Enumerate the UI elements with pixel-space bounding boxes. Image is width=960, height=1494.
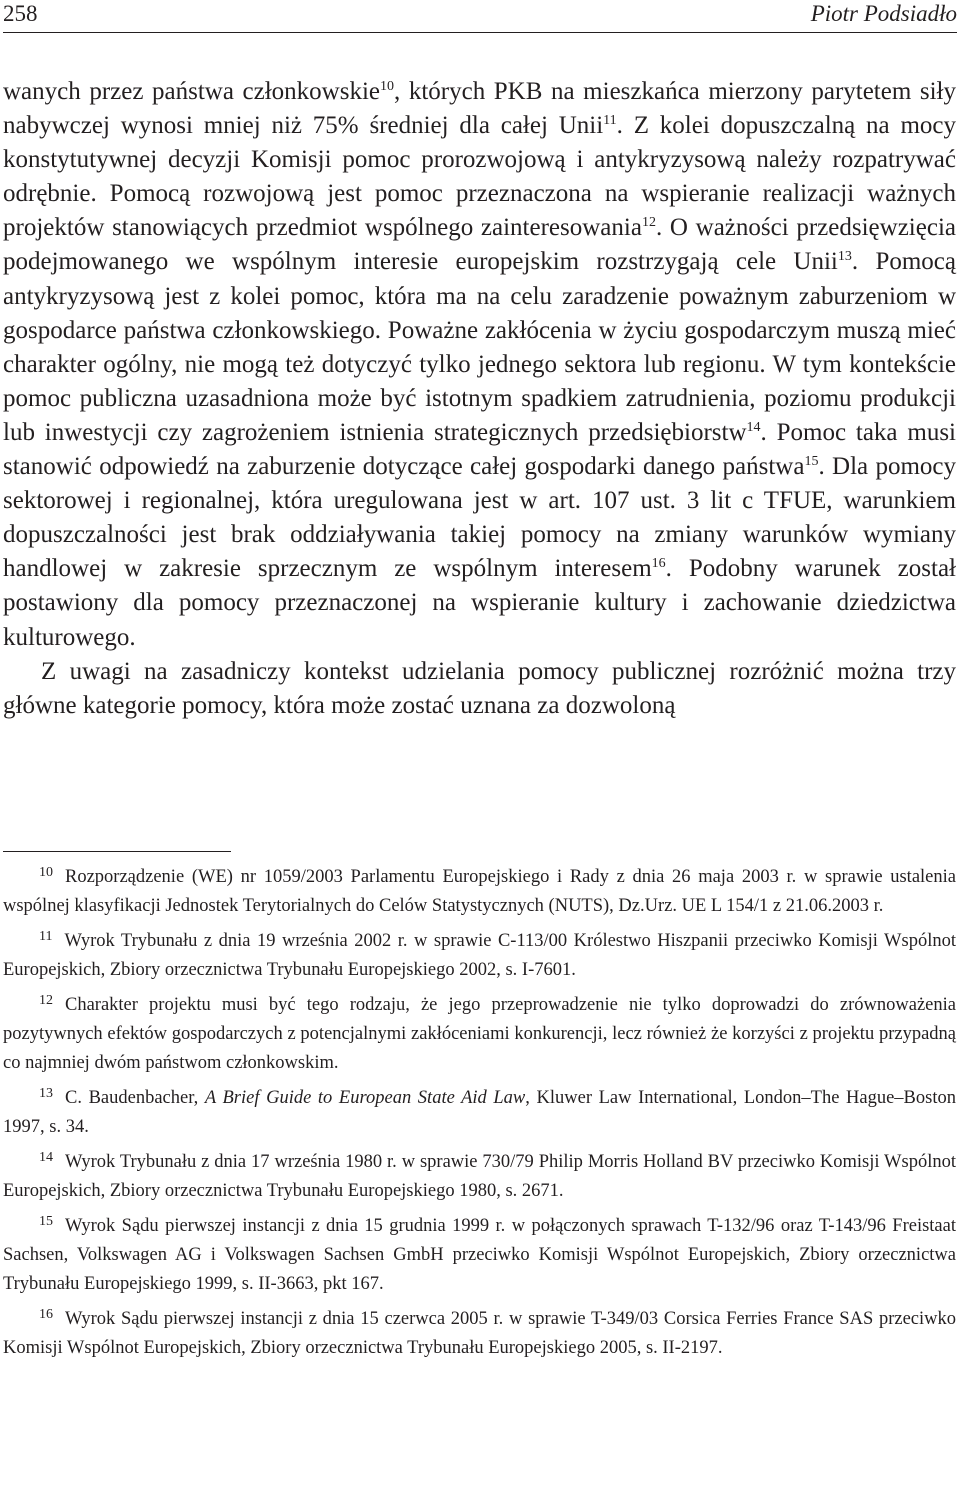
footnote-10: 10 Rozporządzenie (WE) nr 1059/2003 Parlamentu Europejskiego i Rady z dnia 26 maja 2003 r. w sprawie ustalenia wspólnej klasyfikacji Jednostek Terytorialnych do Celów Statystycznych (NUTS), Dz.Urz. UE L 154/1 z 21.06.2003 r. <box>3 865 956 916</box>
footnote-ref-16[interactable]: 16 <box>651 556 666 572</box>
running-header <box>3 0 957 30</box>
footnote-11: 11 Wyrok Trybunału z dnia 19 września 2002 r. w sprawie C-113/00 Królestwo Hiszpanii przeciwko Komisji Wspólnot Europejskich, Zbiory orzecznictwa Trybunału Europejskiego 2002, s. I-7601. <box>3 929 956 980</box>
text-run: . O ważności przedsięwzięcia podejmowanego we wspólnym interesie europejskim rozstrzygają cele Unii <box>3 214 956 276</box>
paragraph-2: Z uwagi na zasadniczy kontekst udzielania pomocy publicznej rozróżnić można trzy główne kategorie pomocy, która może zostać uznana za dozwoloną <box>3 657 956 719</box>
footnote-text: Wyrok Trybunału z dnia 19 września 2002 r. w sprawie C-113/00 Królestwo Hiszpanii przeciwko Komisji Wspólnot Europejskich, Zbiory orzecznictwa Trybunału Europejskiego 2002, s. I-7601. <box>3 931 956 980</box>
text-run: . Podobny warunek został postawiony dla pomocy przeznaczonej na wspieranie kultury i zachowanie dziedzictwa kulturowego. <box>3 555 956 651</box>
footnote-ref-15[interactable]: 15 <box>804 454 819 470</box>
footnote-text: Wyrok Sądu pierwszej instancji z dnia 15 czerwca 2005 r. w sprawie T-349/03 Corsica Ferries France SAS przeciwko Komisji Wspólnot Europejskich, Zbiory orzecznictwa Trybunału Europejskiego 2005, s. II-2197. <box>3 1309 956 1358</box>
footnote-text: Wyrok Trybunału z dnia 17 września 1980 r. w sprawie 730/79 Philip Morris Holland BV przeciwko Komisji Wspólnot Europejskich, Zbiory orzecznictwa Trybunału Europejskiego 1980, s. 2671. <box>3 1152 956 1201</box>
footnote-ref-12[interactable]: 12 <box>641 215 656 231</box>
header-rule <box>3 32 957 33</box>
text-run: . Dla pomocy sektorowej i regionalnej, która uregulowana jest w art. 107 ust. 3 lit c TFUE, warunkiem dopuszczalności jest brak oddziaływania takiej pomocy na zmiany warunków wymiany handlowej w zakresie sprzecznym ze wspólnym interesem <box>3 453 957 583</box>
footnote-ref-14[interactable]: 14 <box>746 419 761 435</box>
footnote-text: , Kluwer Law International, London–The Hague–Boston 1997, s. 34. <box>3 1088 956 1137</box>
body-text <box>3 75 956 723</box>
footnote-ref-13[interactable]: 13 <box>837 249 852 265</box>
footnote-14: 14 Wyrok Trybunału z dnia 17 września 1980 r. w sprawie 730/79 Philip Morris Holland BV przeciwko Komisji Wspólnot Europejskich, Zbiory orzecznictwa Trybunału Europejskiego 1980, s. 2671. <box>3 1150 956 1201</box>
footnote-16: 16 Wyrok Sądu pierwszej instancji z dnia 15 czerwca 2005 r. w sprawie T-349/03 Corsica Ferries France SAS przeciwko Komisji Wspólnot Europejskich, Zbiory orzecznictwa Trybunału Europejskiego 2005, s. II-2197. <box>3 1307 956 1358</box>
book-title: A Brief Guide to European State Aid Law <box>204 1088 526 1108</box>
footnote-12: 12 Charakter projektu musi być tego rodzaju, że jego przeprowadzenie nie tylko doprowadzi do zrównoważenia pozytywnych efektów gospodarczych z potencjalnymi zakłóceniami konkurencji, lecz również że korzyści z projektu przypadną co najmniej dwóm państwom członkowskim. <box>3 993 956 1073</box>
paragraph-1 <box>3 75 956 655</box>
text-run: . Pomoc taka musi stanowić odpowiedź na zaburzenie dotyczące całej gospodarki danego państwa <box>3 418 956 481</box>
running-head-author: Piotr Podsiadło <box>810 1 957 26</box>
footnote-ref-10[interactable]: 10 <box>380 79 394 94</box>
footnote-13: 13 C. Baudenbacher, A Brief Guide to European State Aid Law, Kluwer Law International, London–The Hague–Boston 1997, s. 34. <box>3 1086 956 1137</box>
text-run: . Pomocą antykryzysową jest z kolei pomoc, która ma na celu zaradzenie poważnym zaburzeniom w gospodarce państwa członkowskiego. Poważne zakłócenia w życiu gospodarczym muszą mieć charakter ogólny, nie mogą też dotyczyć tylko jednego sektora lub regionu. W tym kontekście pomoc publiczna uzasadniona może być istotnym spadkiem zatrudnienia, poziomu produkcji lub inwestycji czy zagrożeniem istnienia strategicznych przedsiębiorstw <box>3 248 956 446</box>
footnote-15: 15 Wyrok Sądu pierwszej instancji z dnia 15 grudnia 1999 r. w połączonych sprawach T-132/96 oraz T-143/96 Freistaat Sachsen, Volkswagen AG i Volkswagen Sachsen GmbH przeciwko Komisji Wspólnot Europejskich, Zbiory orzecznictwa Trybunału Europejskiego 1999, s. II-3663, pkt 167. <box>3 1214 956 1294</box>
text-run: . Z kolei dopuszczalną na mocy konstytutywnej decyzji Komisji pomoc prorozwojową i antykryzysową należy rozpatrywać odrębnie. Pomocą rozwojową jest pomoc przeznaczona na wspieranie realizacji ważnych projektów stanowiących przedmiot wspólnego zainteresowania <box>3 112 956 242</box>
footnote-text: Charakter projektu musi być tego rodzaju, że jego przeprowadzenie nie tylko doprowadzi do zrównoważenia pozytywnych efektów gospodarczych z potencjalnymi zakłóceniami konkurencji, lecz również że korzyści z projektu przypadną co najmniej dwóm państwom członkowskim. <box>3 995 956 1073</box>
text-run: wanych przez państwa członkowskie <box>3 78 380 105</box>
footnote-text: Wyrok Sądu pierwszej instancji z dnia 15 grudnia 1999 r. w połączonych sprawach T-132/96 oraz T-143/96 Freistaat Sachsen, Volkswagen AG i Volkswagen Sachsen GmbH przeciwko Komisji Wspólnot Europejskich, Zbiory orzecznictwa Trybunału Europejskiego 1999, s. II-3663, pkt 167. <box>3 1216 956 1294</box>
footnote-text: Rozporządzenie (WE) nr 1059/2003 Parlamentu Europejskiego i Rady z dnia 26 maja 2003 r. w sprawie ustalenia wspólnej klasyfikacji Jednostek Terytorialnych do Celów Statystycznych (NUTS), Dz.Urz. UE L 154/1 z 21.06.2003 r. <box>3 867 956 916</box>
text-run: , których PKB na mieszkańca mierzony parytetem siły nabywczej wynosi mniej niż 75% średniej dla całej Unii <box>3 78 956 140</box>
footnotes <box>3 863 956 1363</box>
footnote-text: C. Baudenbacher, <box>65 1088 205 1108</box>
footnote-separator <box>3 851 231 852</box>
page-number: 258 <box>3 1 38 26</box>
footnote-ref-11[interactable]: 11 <box>603 113 617 129</box>
